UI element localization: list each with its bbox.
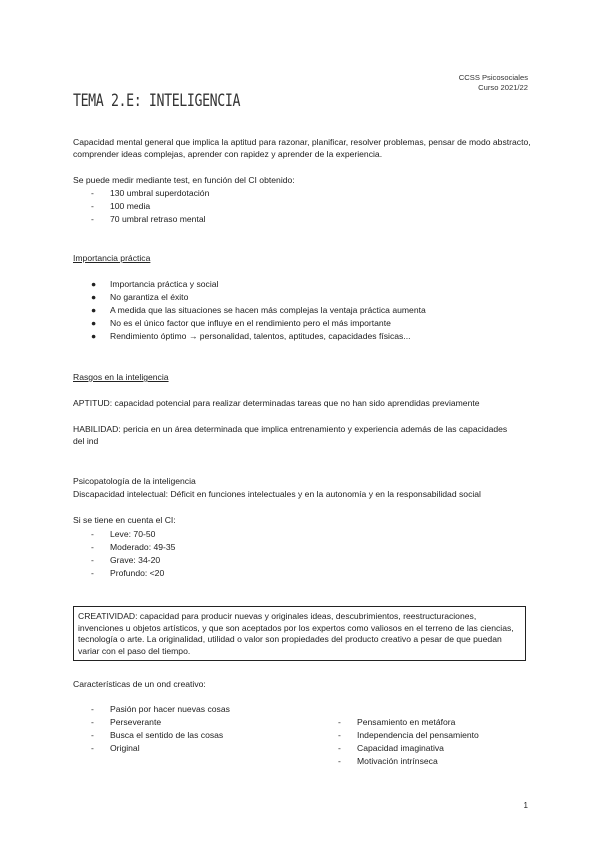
rasgos-heading: Rasgos en la inteligencia (73, 372, 169, 382)
habilidad-text: HABILIDAD: pericia en un área determinada que implica entrenamiento y experiencia además de las capacidades del ind (73, 424, 508, 447)
ci-list (73, 528, 533, 580)
importancia-heading: Importancia práctica (73, 253, 151, 263)
dash-marker: - (338, 730, 341, 740)
test-list (73, 187, 533, 226)
course-name: CCSS Psicosociales (458, 73, 528, 82)
list-item: - 100 media (91, 201, 151, 211)
course-header (459, 73, 528, 93)
course-year: Curso 2021/22 (478, 83, 528, 92)
caracteristicas-left-list (73, 703, 323, 755)
ci-intro: Si se tiene en cuenta el CI: (73, 515, 176, 525)
list-item: - Perseverante (91, 717, 162, 727)
list-item: - Motivación intrínseca (338, 756, 438, 766)
list-item: ● Importancia práctica y social (91, 279, 219, 289)
dash-marker: - (91, 214, 94, 224)
dash-marker: - (91, 568, 94, 578)
bullet-marker: ● (91, 318, 97, 328)
dash-marker: - (91, 188, 94, 198)
bullet-marker: ● (91, 331, 97, 341)
caracteristicas-heading: Características de un ond creativo: (73, 679, 206, 689)
list-item: - Capacidad imaginativa (338, 743, 444, 753)
list-item: - Pasión por hacer nuevas cosas (91, 704, 230, 714)
dash-marker: - (338, 756, 341, 766)
dash-marker: - (91, 529, 94, 539)
bullet-marker: ● (91, 305, 97, 315)
list-item: - Leve: 70-50 (91, 529, 156, 539)
list-item: - Profundo: <20 (91, 568, 165, 578)
list-item: - Grave: 34-20 (91, 555, 161, 565)
psicopatologia-heading: Psicopatología de la inteligencia (73, 476, 196, 486)
dash-marker: - (91, 201, 94, 211)
page-number: 1 (523, 801, 528, 810)
dash-marker: - (338, 717, 341, 727)
list-item: - 130 umbral superdotación (91, 188, 210, 198)
list-item: - Independencia del pensamiento (338, 730, 479, 740)
list-item: - Busca el sentido de las cosas (91, 730, 224, 740)
dash-marker: - (91, 542, 94, 552)
bullet-marker: ● (91, 292, 97, 302)
list-item: - Moderado: 49-35 (91, 542, 176, 552)
dash-marker: - (91, 730, 94, 740)
bullet-marker: ● (91, 279, 97, 289)
dash-marker: - (338, 743, 341, 753)
list-item: ● Rendimiento óptimo → personalidad, talentos, aptitudes, capacidades físicas... (91, 331, 411, 341)
page-title: TEMA 2.E: INTELIGENCIA (73, 91, 241, 111)
dash-marker: - (91, 555, 94, 565)
caracteristicas-right-list (320, 716, 530, 768)
intelligence-definition: Capacidad mental general que implica la aptitud para razonar, planificar, resolver problemas, pensar de modo abstracto, comprender ideas complejas, aprender con rapidez y aprender de la experiencia. (73, 137, 531, 160)
dash-marker: - (91, 743, 94, 753)
list-item: - 70 umbral retraso mental (91, 214, 206, 224)
dash-marker: - (91, 717, 94, 727)
list-item: - Original (91, 743, 140, 753)
importancia-list (73, 278, 533, 343)
dash-marker: - (91, 704, 94, 714)
creatividad-box: CREATIVIDAD: capacidad para producir nuevas y originales ideas, descubrimientos, reestructuraciones, invenciones u objetos artísticos, y que son aceptados por los expertos como valiosos en el terreno de las ciencias, tecnología o arte. La originalidad, utilidad o valor son propiedades del producto creativo a pesar de que puedan variar con el paso del tiempo. (73, 606, 526, 661)
test-intro: Se puede medir mediante test, en función del CI obtenido: (73, 175, 295, 185)
list-item: ● No garantiza el éxito (91, 292, 189, 302)
list-item: - Pensamiento en metáfora (338, 717, 456, 727)
list-item: ● A medida que las situaciones se hacen más complejas la ventaja práctica aumenta (91, 305, 426, 315)
discapacidad-text: Discapacidad intelectual: Déficit en funciones intelectuales y en la autonomía y en la responsabilidad social (73, 489, 481, 499)
list-item: ● No es el único factor que influye en el rendimiento pero el más importante (91, 318, 391, 328)
aptitud-text: APTITUD: capacidad potencial para realizar determinadas tareas que no han sido aprendidas previamente (73, 398, 480, 408)
